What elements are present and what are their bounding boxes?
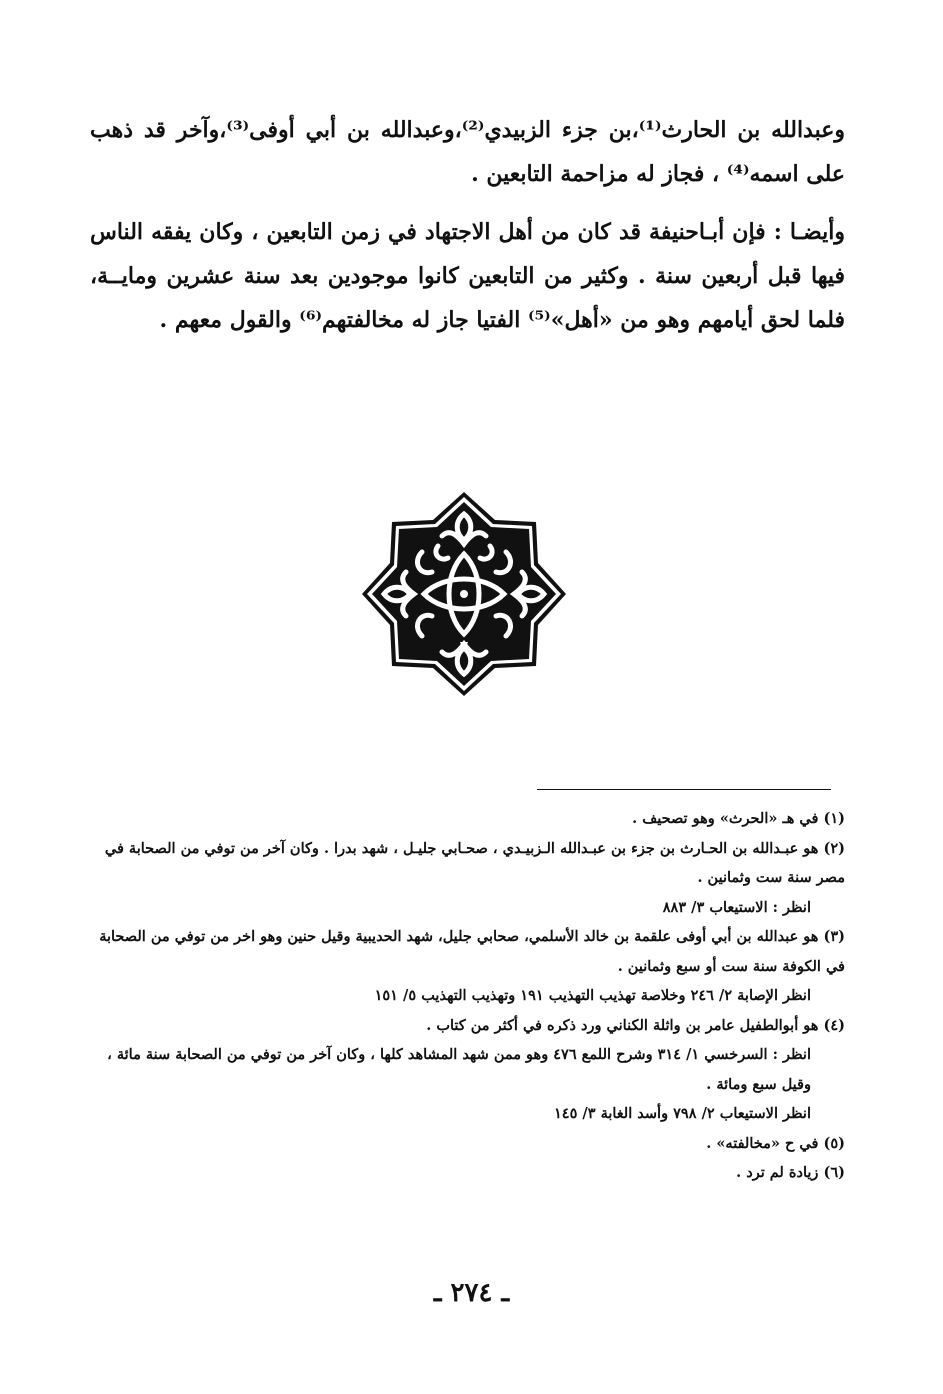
footnote-4-reference-2: انظر الاستيعاب ٢/ ٧٩٨ وأسد الغابة ٣/ ١٤٥ xyxy=(554,1105,811,1122)
footnote-2: (٢) هو عبـدالله بن الحـارث بن جزء بن عبـدالله الـزبيـدي ، صحـابي جليـل ، شهد بدرا . وكان آخر من توفي من الصحابة في مصر سنة ست وثمانين . xyxy=(104,839,845,886)
footnote-5: (٥) في ح «مخالفته» . xyxy=(706,1134,845,1152)
footnote-4: (٤) هو أبوالطفيل عامر بن واثلة الكناني ورد ذكره في أكثر من كتاب . xyxy=(426,1016,845,1034)
eight-point-star-arabesque-icon xyxy=(362,492,566,696)
footnotes xyxy=(90,804,845,1188)
footnote-4-reference-1: انظر : السرخسي ١/ ٣١٤ وشرح اللمع ٤٧٦ وهو ممن شهد المشاهد كلها ، وكان آخر من توفي من الصحابة سنة مائة ، وقيل سبع ومائة . xyxy=(107,1046,811,1093)
footnote-1: (١) في هـ «الحرث» وهو تصحيف . xyxy=(632,810,845,827)
footnote-2-reference: انظر : الاستيعاب ٣/ ٨٨٣ xyxy=(662,898,811,916)
main-paragraph-1: وعبدالله بن الحارث⁽¹⁾،بن جزء الزبيدي⁽²⁾،وعبدالله بن أبي أوفى⁽³⁾،وآخر قد ذهب على اسمه⁽⁴⁾ ، فجاز له مزاحمة التابعين . xyxy=(90,117,845,187)
footnote-separator xyxy=(537,789,831,790)
main-text xyxy=(90,108,845,342)
footnote-3-reference: انظر الإصابة ٢/ ٢٤٦ وخلاصة تهذيب التهذيب ١٩١ وتهذيب التهذيب ٥/ ١٥١ xyxy=(374,987,811,1004)
footnote-6: (٦) زيادة لم ترد . xyxy=(736,1164,845,1181)
footnote-3: (٣) هو عبدالله بن أبي أوفى علقمة بن خالد الأسلمي، صحابي جليل، شهد الحديبية وقيل حنين وهو اخر من توفي من الصحابة في الكوفة سنة ست أو سبع وثمانين . xyxy=(99,928,845,975)
page-number: ـ ٢٧٤ ـ xyxy=(433,1278,510,1308)
main-paragraph-2: وأيضـا : فإن أبـاحنيفة قد كان من أهل الاجتهاد في زمن التابعين ، وكان يفقه الناس فيها قبل أربعين سنة . وكثير من التابعين كانوا موجودين بعد سنة عشرين ومايــة، فلما لحق أيامهم وهو من «أهل»⁽⁵⁾ الفتيا جاز له مخالفتهم⁽⁶⁾ والقول معهم . xyxy=(90,219,845,333)
